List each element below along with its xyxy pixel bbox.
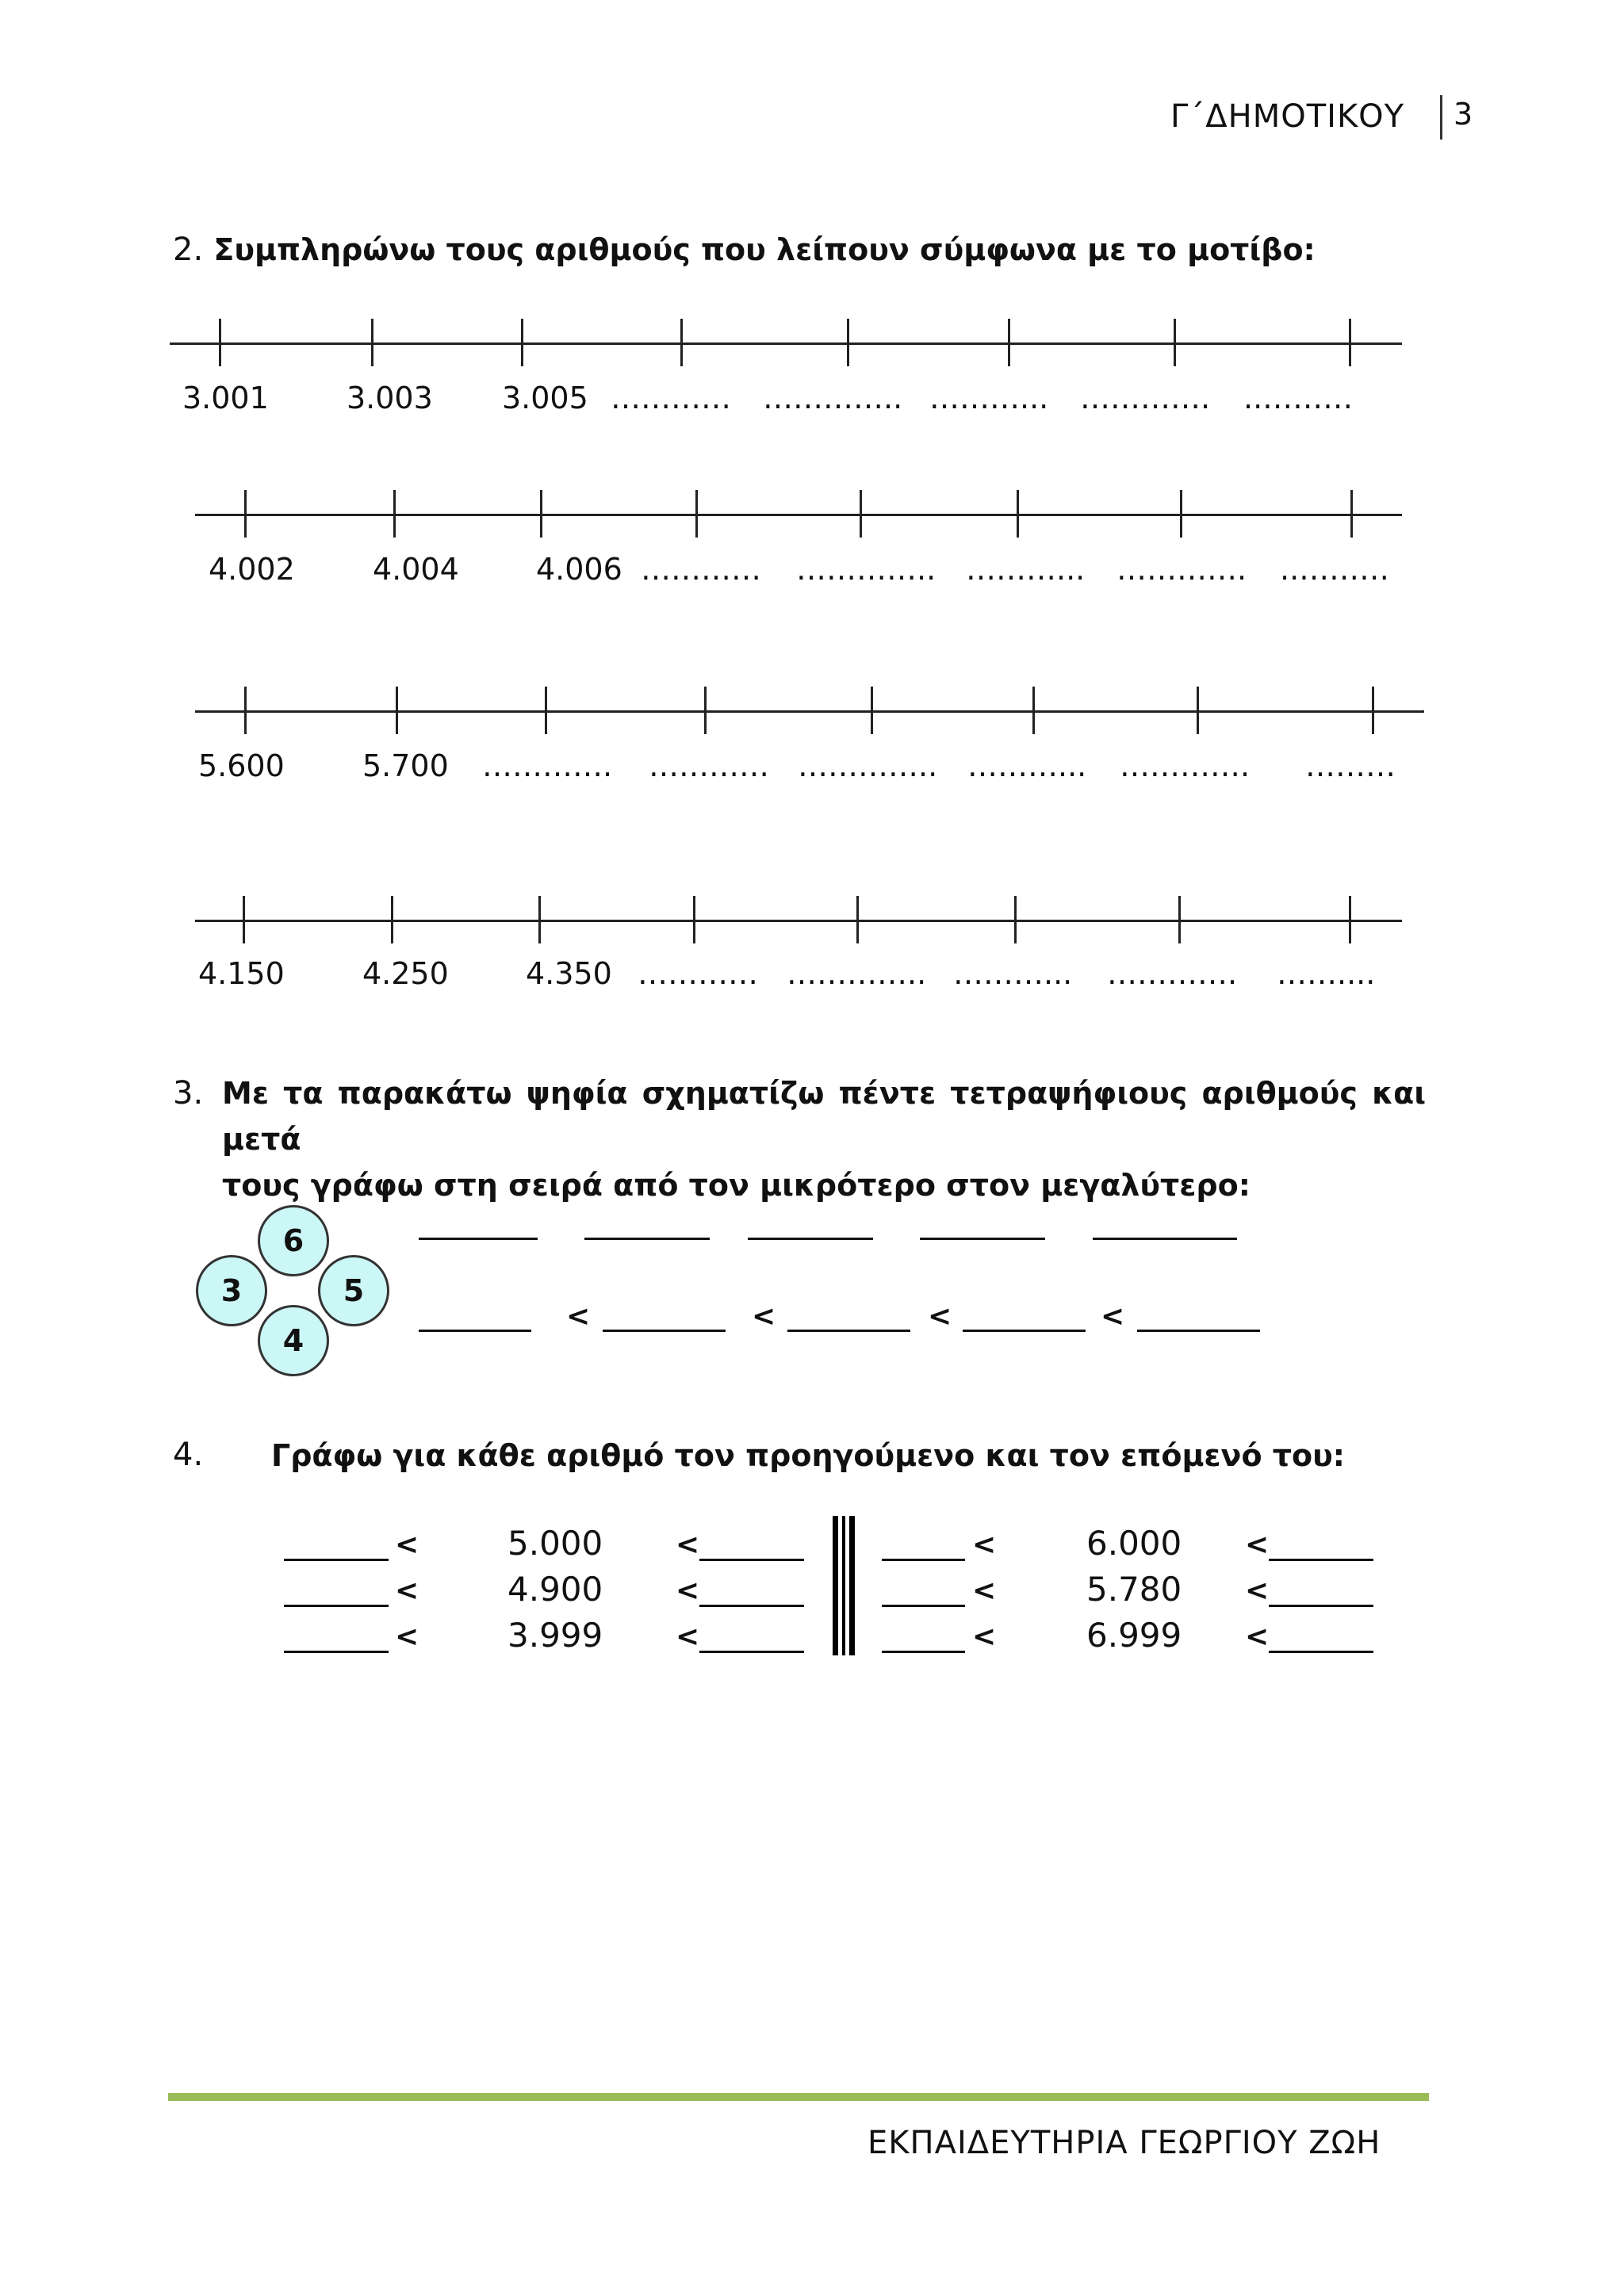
number-line-tick xyxy=(244,490,247,538)
number-line-tick xyxy=(1017,490,1019,538)
previous-number-blank[interactable] xyxy=(882,1605,965,1607)
number-line-tick xyxy=(847,319,849,366)
number-line-blank: ………… xyxy=(649,748,769,783)
answer-blank[interactable] xyxy=(748,1238,873,1240)
number-line-tick xyxy=(856,896,859,943)
less-than-sign: < xyxy=(395,1529,419,1561)
number-line-blank: ..……… xyxy=(1243,381,1354,415)
footer-rule xyxy=(168,2093,1429,2101)
answer-blank[interactable] xyxy=(419,1238,538,1240)
number-line-blank: …………. xyxy=(482,748,613,783)
answer-blank[interactable] xyxy=(963,1330,1086,1332)
less-than-sign: < xyxy=(395,1621,419,1653)
number-line-tick xyxy=(521,319,523,366)
number-line-tick xyxy=(860,490,862,538)
digit-circle-right: 5 xyxy=(318,1255,389,1326)
exercise-4-number: 4. xyxy=(173,1437,204,1473)
previous-number-blank[interactable] xyxy=(284,1651,389,1653)
next-number-blank[interactable] xyxy=(1269,1605,1373,1607)
number-line-tick xyxy=(680,319,683,366)
number-line-tick xyxy=(1014,896,1017,943)
exercise-2-title: Συμπληρώνω τους αριθμούς που λείπουν σύμφωνα με το μοτίβο: xyxy=(213,232,1316,267)
number-line-label: 4.006 xyxy=(536,552,622,587)
given-number: 5.000 xyxy=(508,1524,603,1563)
number-line-tick xyxy=(371,319,373,366)
number-line-axis xyxy=(195,710,1424,713)
given-number: 5.780 xyxy=(1086,1570,1182,1609)
number-line-tick xyxy=(1180,490,1182,538)
next-number-blank[interactable] xyxy=(699,1605,804,1607)
number-line-tick xyxy=(704,687,707,734)
number-line-tick xyxy=(1372,687,1374,734)
number-line-blank: ………... xyxy=(929,381,1049,415)
number-line-tick xyxy=(391,896,393,943)
number-line-blank: ………… xyxy=(641,552,761,587)
less-than-sign: < xyxy=(1245,1621,1270,1653)
number-line-tick xyxy=(396,687,398,734)
header-divider xyxy=(1440,95,1442,140)
less-than-sign: < xyxy=(972,1575,997,1607)
number-line-blank: …………. xyxy=(1080,381,1211,415)
number-line-tick xyxy=(1349,319,1351,366)
number-line-label: 3.001 xyxy=(182,381,269,415)
next-number-blank[interactable] xyxy=(1269,1651,1373,1653)
number-line-tick xyxy=(695,490,698,538)
number-line-blank: ………….. xyxy=(798,748,938,783)
less-than-sign: < xyxy=(928,1300,952,1333)
number-line-blank: ………... xyxy=(953,956,1073,991)
answer-blank[interactable] xyxy=(920,1238,1045,1240)
number-line-label: 4.004 xyxy=(373,552,459,587)
exercise-2-heading xyxy=(173,232,1316,268)
given-number: 6.000 xyxy=(1086,1524,1182,1563)
number-line-label: 3.003 xyxy=(347,381,433,415)
number-line-label: 4.150 xyxy=(198,956,285,991)
number-line-blank: ………… xyxy=(638,956,758,991)
number-line-tick xyxy=(1008,319,1010,366)
number-line-tick xyxy=(1350,490,1353,538)
number-line-tick xyxy=(1349,896,1351,943)
next-number-blank[interactable] xyxy=(699,1651,804,1653)
digit-circle-top: 6 xyxy=(258,1205,329,1276)
number-line-tick xyxy=(538,896,541,943)
number-line-axis xyxy=(195,920,1402,922)
number-line-tick xyxy=(540,490,542,538)
number-line-label: 5.700 xyxy=(362,748,449,783)
number-line-label: 4.250 xyxy=(362,956,449,991)
exercise-4-title: Γράφω για κάθε αριθμό τον προηγούμενο και τον επόμενό του: xyxy=(271,1438,1345,1473)
number-line-blank: …………. xyxy=(1116,552,1247,587)
number-line-blank: …….... xyxy=(1277,956,1376,991)
answer-blank[interactable] xyxy=(1137,1330,1260,1332)
number-line-axis xyxy=(170,342,1402,345)
number-line-tick xyxy=(393,490,396,538)
number-line-blank: ………….. xyxy=(763,381,903,415)
exercise-3-heading xyxy=(173,1070,1426,1208)
less-than-sign: < xyxy=(972,1529,997,1561)
given-number: 6.999 xyxy=(1086,1616,1182,1655)
number-line-blank: ………... xyxy=(967,748,1087,783)
less-than-sign: < xyxy=(1245,1529,1270,1561)
less-than-sign: < xyxy=(752,1300,776,1333)
exercise-3-title-line-1: Με τα παρακάτω ψηφία σχηματίζω πέντε τετραψήφιους αριθμούς και μετά xyxy=(222,1076,1426,1157)
exercise-4-heading xyxy=(173,1437,203,1473)
less-than-sign: < xyxy=(1101,1300,1125,1333)
less-than-sign: < xyxy=(972,1621,997,1653)
number-line-tick xyxy=(243,896,245,943)
less-than-sign: < xyxy=(1245,1575,1270,1607)
answer-blank[interactable] xyxy=(787,1330,910,1332)
footer-text: ΕΚΠΑΙΔΕΥΤΗΡΙΑ ΓΕΩΡΓΙΟΥ ΖΩΗ xyxy=(868,2125,1381,2161)
digit-circle-left: 3 xyxy=(196,1255,267,1326)
number-line-tick xyxy=(1197,687,1199,734)
number-line-label: 4.002 xyxy=(209,552,295,587)
next-number-blank[interactable] xyxy=(1269,1559,1373,1561)
number-line-blank: ………... xyxy=(966,552,1086,587)
number-line-tick xyxy=(871,687,873,734)
answer-blank[interactable] xyxy=(419,1330,531,1332)
number-line-tick xyxy=(1178,896,1181,943)
separator-bar xyxy=(833,1516,838,1655)
previous-number-blank[interactable] xyxy=(284,1559,389,1561)
number-line-blank: ………….. xyxy=(796,552,936,587)
number-line-tick xyxy=(219,319,221,366)
given-number: 3.999 xyxy=(508,1616,603,1655)
answer-blank[interactable] xyxy=(1093,1238,1237,1240)
number-line-axis xyxy=(195,514,1402,516)
answer-blank[interactable] xyxy=(584,1238,710,1240)
number-line-blank: ……… xyxy=(1305,748,1396,783)
header-title: Γ΄ΔΗΜΟΤΙΚΟΥ xyxy=(1170,98,1405,135)
number-line-blank: …………. xyxy=(1120,748,1251,783)
number-line-blank: ..……… xyxy=(1280,552,1390,587)
previous-number-blank[interactable] xyxy=(882,1559,965,1561)
separator-bar xyxy=(849,1516,855,1655)
exercise-2-number: 2. xyxy=(173,232,204,268)
previous-number-blank[interactable] xyxy=(284,1605,389,1607)
number-line-tick xyxy=(1174,319,1176,366)
number-line-tick xyxy=(545,687,547,734)
number-line-label: 3.005 xyxy=(502,381,588,415)
number-line-blank: ………….. xyxy=(787,956,927,991)
exercise-3-title-line-2: τους γράφω στη σειρά από τον μικρότερο στον μεγαλύτερο: xyxy=(222,1168,1251,1203)
page-number: 3 xyxy=(1454,97,1473,132)
number-line-label: 5.600 xyxy=(198,748,285,783)
less-than-sign: < xyxy=(676,1621,700,1653)
less-than-sign: < xyxy=(566,1300,591,1333)
number-line-tick xyxy=(244,687,247,734)
given-number: 4.900 xyxy=(508,1570,603,1609)
less-than-sign: < xyxy=(676,1529,700,1561)
number-line-blank: ………… xyxy=(611,381,731,415)
digit-circle-bottom: 4 xyxy=(258,1305,329,1376)
number-line-blank: …………. xyxy=(1107,956,1238,991)
less-than-sign: < xyxy=(395,1575,419,1607)
number-line-label: 4.350 xyxy=(526,956,612,991)
answer-blank[interactable] xyxy=(603,1330,726,1332)
previous-number-blank[interactable] xyxy=(882,1651,965,1653)
next-number-blank[interactable] xyxy=(699,1559,804,1561)
number-line-tick xyxy=(1032,687,1035,734)
less-than-sign: < xyxy=(676,1575,700,1607)
number-line-tick xyxy=(693,896,695,943)
separator-bar xyxy=(842,1516,845,1655)
exercise-3-number: 3. xyxy=(173,1075,204,1112)
